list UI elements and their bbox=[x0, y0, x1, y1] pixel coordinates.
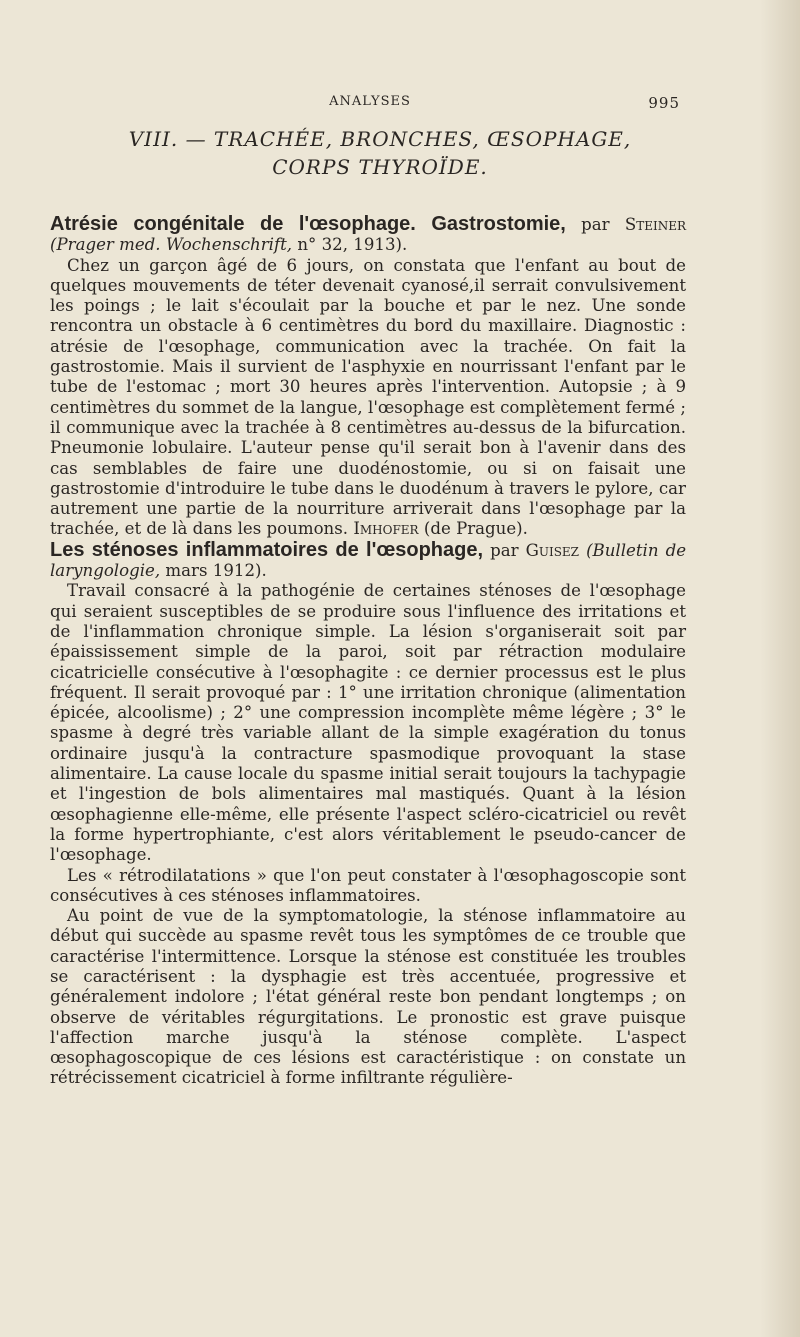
article1-heading bbox=[50, 214, 686, 256]
section-title-line2: CORPS THYROÏDE. bbox=[272, 155, 488, 179]
article1-title: Atrésie congénitale de l'œsophage. Gastrostomie, bbox=[50, 213, 566, 235]
article2-author: Guisez bbox=[525, 540, 580, 560]
article1-source: (Prager med. Wochenschrift, bbox=[50, 235, 293, 255]
article-text bbox=[50, 214, 686, 1089]
article2-paragraph-3: Au point de vue de la symptomatologie, la sténose inflammatoire au début qui succède au spasme revêt tous les symptômes de ce trouble que caractérise l'intermittence. Lorsque la sténose est constituée les troubles se caractérisent : la dysphagie est très accentuée, progressive et généralement indolore ; l'état général reste bon pendant longtemps ; on observe de véritables régurgitations. Le pronostic est grave puisque l'affection marche jusqu'à la sténose complète. L'aspect œsophagoscopique de ces lésions est caractéristique : on constate un rétrécissement cicatriciel à forme infiltrante régulière- bbox=[50, 906, 686, 1088]
article1-author: Steiner bbox=[624, 215, 686, 234]
article2-par: par bbox=[490, 540, 519, 560]
page-number: 995 bbox=[648, 94, 680, 112]
running-head-title: ANALYSES bbox=[329, 94, 411, 109]
article1-source-rest: n° 32, 1913). bbox=[297, 235, 408, 255]
article2-title: Les sténoses inflammatoires de l'œsophage, bbox=[50, 538, 484, 561]
section-title-line1: VIII. — TRACHÉE, BRONCHES, ŒSOPHAGE, bbox=[128, 127, 632, 151]
article2-source-rest: mars 1912). bbox=[165, 561, 267, 581]
article1-reviewer-place: (de Prague). bbox=[423, 519, 528, 539]
article1-reviewer: Imhofer bbox=[353, 519, 419, 539]
article2-paragraph-2: Les « rétrodilatations » que l'on peut constater à l'œsophagoscopie sont consécutives à ces sténoses inflammatoires. bbox=[50, 865, 686, 905]
running-head bbox=[60, 94, 680, 114]
article1-body bbox=[50, 256, 686, 540]
article1-body-text: Chez un garçon âgé de 6 jours, on constata que l'enfant au bout de quelques mouvements de téter devenait cyanosé,il serrait convulsivement les poings ; le lait s'écoulait par la bouche et par le nez. Une sonde rencontra un obstacle à 6 centimètres du bord du maxillaire. Diagnostic : atrésie de l'œsophage, communication avec la trachée. On fait la gastrostomie. Mais il survient de l'asphyxie en nourrissant l'enfant par le tube de l'estomac ; mort 30 heures après l'intervention. Autopsie ; à 9 centimètres du sommet de la langue, l'œsophage est complètement fermé ; il communique avec la trachée à 8 centimètres au-dessus de la bifurcation. Pneumonie lobulaire. L'auteur pense qu'il serait bon à l'avenir dans des cas semblables de faire une duodénostomie, ou si on faisait une gastrostomie d'introduire le tube dans le duodénum à travers le pylore, car autrement une partie de la nourriture arriverait dans l'œsophage par la trachée, et de là dans les poumons. bbox=[50, 255, 686, 539]
article2-heading bbox=[50, 540, 686, 582]
article1-par: par bbox=[581, 215, 610, 234]
article2-source: (Bulletin de laryngologie, bbox=[50, 540, 687, 581]
article2-paragraph-1: Travail consacré à la pathogénie de certaines sténoses de l'œsophage qui seraient susceptibles de se produire sous l'influence des irritations et de l'inflammation chronique simple. La lésion s'organiserait soit par épaississement simple de la paroi, soit par rétraction modulaire cicatricielle consécutive à l'œsophagite : ce dernier processus est le plus fréquent. Il serait provoqué par : 1° une irritation chronique (alimentation épicée, alcoolisme) ; 2° une compression incomplète même légère ; 3° le spasme à degré très variable allant de la simple exagération du tonus ordinaire jusqu'à la contracture spasmodique provoquant la stase alimentaire. La cause locale du spasme initial serait toujours la tachypagie et l'ingestion de bols alimentaires mal mastiqués. Quant à la lésion œsophagienne elle-même, elle présente l'aspect scléro-cicatriciel ou revêt la forme hypertrophiante, c'est alors véritablement le pseudo-cancer de l'œsophage. bbox=[50, 581, 686, 865]
